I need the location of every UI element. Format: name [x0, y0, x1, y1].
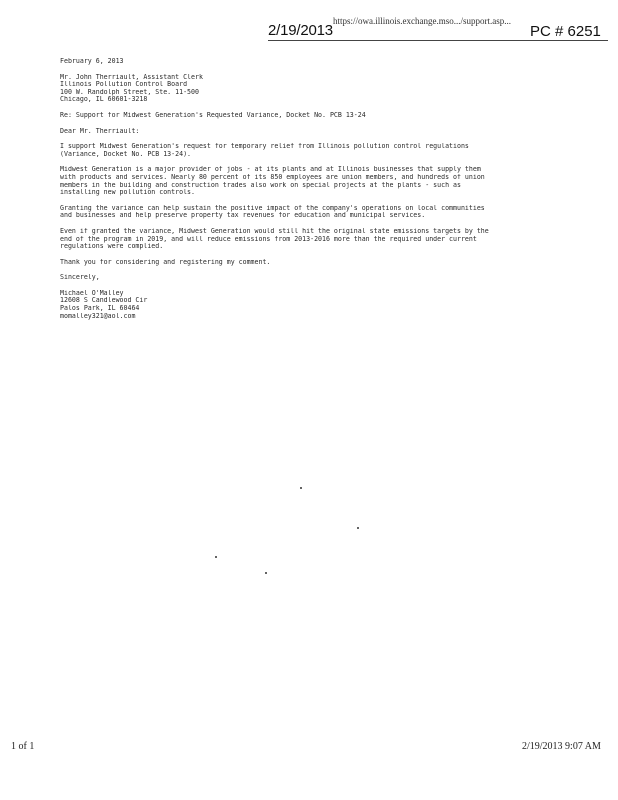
- paragraph-line: I support Midwest Generation's request for temporary relief from Illinois pollution control regulations: [60, 143, 469, 151]
- salutation: Dear Mr. Therriault:: [60, 127, 140, 135]
- paragraph-line: (Variance, Docket No. PCB 13-24).: [60, 150, 192, 158]
- scan-speck: [357, 527, 359, 529]
- paragraph-line: installing new pollution controls.: [60, 189, 195, 197]
- closing: Sincerely,: [60, 274, 100, 282]
- paragraph-line: Granting the variance can help sustain the positive impact of the company's operations on local communities: [60, 204, 485, 212]
- paragraph-line: Thank you for considering and registering my comment.: [60, 258, 271, 266]
- paragraph: [60, 205, 560, 220]
- recipient-line: Mr. John Therriault, Assistant Clerk: [60, 73, 203, 81]
- signature-address: 12608 S Candlewood Cir: [60, 297, 148, 305]
- signature-email: momalley321@aol.com: [60, 312, 136, 320]
- subject-line: Re: Support for Midwest Generation's Requested Variance, Docket No. PCB 13-24: [60, 111, 366, 119]
- signature-city: Palos Park, IL 60464: [60, 305, 140, 313]
- print-timestamp: 2/19/2013 9:07 AM: [522, 741, 601, 752]
- letter-body: [60, 58, 560, 320]
- paragraph-line: members in the building and construction trades also work on special projects at the plants - such as: [60, 181, 461, 189]
- recipient-line: 100 W. Randolph Street, Ste. 11-500: [60, 88, 199, 96]
- paragraph-line: and businesses and help preserve property tax revenues for education and municipal services.: [60, 212, 426, 220]
- paragraph-line: Midwest Generation is a major provider of jobs - at its plants and at Illinois businesses that supply them: [60, 166, 481, 174]
- public-comment-number: PC # 6251: [530, 23, 601, 40]
- fax-header-date: 2/19/2013: [268, 22, 333, 39]
- paragraph-line: with products and services. Nearly 80 percent of its 850 employees are union members, and hundreds of union: [60, 173, 485, 181]
- paragraph: [60, 143, 560, 158]
- scan-speck: [215, 556, 217, 558]
- paragraph: [60, 228, 560, 251]
- paragraph: [60, 259, 560, 267]
- paragraph-line: end of the program in 2019, and will reduce emissions from 2013-2016 more than the required under current: [60, 235, 477, 243]
- recipient-line: Chicago, IL 60601-3218: [60, 96, 148, 104]
- page-count: 1 of 1: [11, 741, 35, 752]
- fax-header-url: https://owa.illinois.exchange.mso.../support.asp...: [333, 16, 511, 26]
- paragraph-line: regulations were complied.: [60, 243, 164, 251]
- paragraph-line: Even if granted the variance, Midwest Generation would still hit the original state emissions targets by the: [60, 227, 489, 235]
- signature-block: [60, 290, 560, 320]
- paragraph: [60, 166, 560, 196]
- recipient-block: [60, 74, 560, 104]
- signature-name: Michael O'Malley: [60, 289, 124, 297]
- header-rule: [268, 40, 608, 41]
- letter-date: February 6, 2013: [60, 58, 124, 65]
- recipient-line: Illinois Pollution Control Board: [60, 81, 188, 89]
- scan-speck: [300, 487, 302, 489]
- scan-speck: [265, 572, 267, 574]
